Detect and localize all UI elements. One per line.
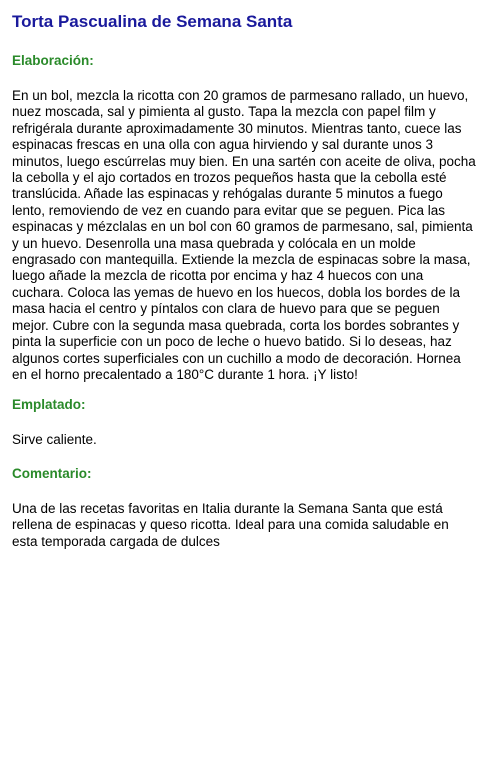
elaboracion-heading: Elaboración:: [12, 53, 94, 68]
recipe-title: Torta Pascualina de Semana Santa: [12, 12, 293, 31]
comentario-text: Una de las recetas favoritas en Italia durante la Semana Santa que está rellena de espinacas y queso ricotta. Ideal para una comida saludable en esta temporada cargada de dulces: [12, 500, 449, 549]
comentario-heading: Comentario:: [12, 465, 92, 481]
emplatado-heading: Emplatado:: [12, 397, 86, 413]
emplatado-text: Sirve caliente.: [12, 432, 97, 448]
elaboracion-text: En un bol, mezcla la ricotta con 20 gramos de parmesano rallado, un huevo, nuez moscada, sal y pimienta al gusto. Tapa la mezcla con papel film y refrigérala durante aproximadamente 30 minutos. Mientras tanto, cuece las espinacas frescas en una olla con agua hirviendo y sal durante unos 3 minutos, luego escúrrelas muy bien. En una sartén con aceite de oliva, pocha la cebolla y el ajo cortados en trozos pequeños hasta que la cebolla esté translúcida. Añade las espinacas y rehógalas durante 5 minutos a fuego lento, removiendo de vez en cuando para evitar que se peguen. Pica las espinacas y mézclalas en un bol con 60 gramos de parmesano, sal, pimienta y un huevo. Desenrolla una masa quebrada y colócala en un molde engrasado con mantequilla. Extiende la mezcla de espinacas sobre la masa, luego añade la mezcla de ricotta por encima y haz 4 huecos con una cuchara. Coloca las yemas de huevo en los huecos, dobla los bordes de la masa hacia el centro y píntalos con clara de huevo para que se peguen mejor. Cubre con la segunda masa quebrada, corta los bordes sobrantes y pinta la superficie con un poco de leche o huevo batido. Si lo deseas, haz algunos cortes superficiales con un cuchillo a modo de decoración. Hornea en el horno precalentado a 180°C durante 1 hora. ¡Y listo!: [12, 88, 476, 382]
